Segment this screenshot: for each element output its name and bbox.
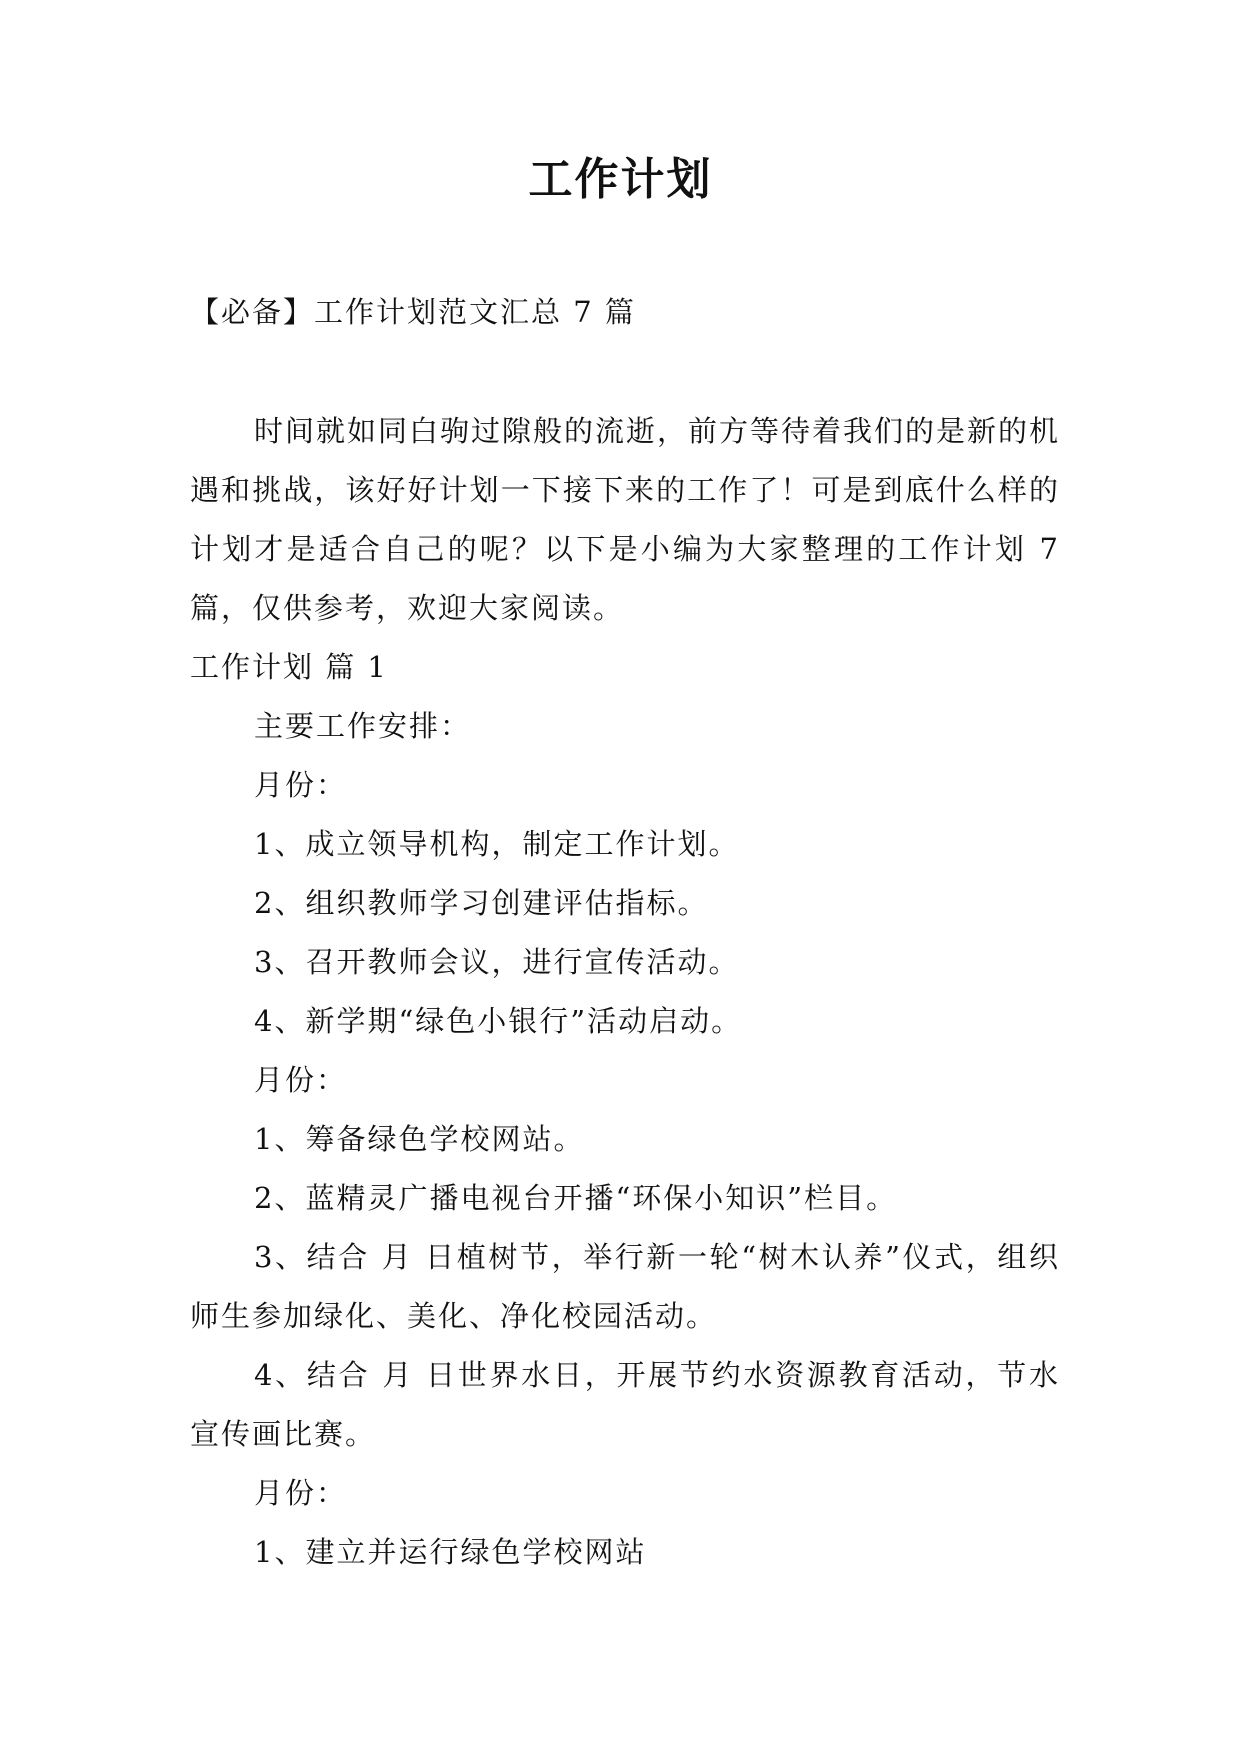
list-item: 3、结合 月 日植树节，举行新一轮“树木认养”仪式，组织师生参加绿化、美化、净化校园活动。: [190, 1240, 1060, 1333]
list-item: 1、建立并运行绿色学校网站: [254, 1535, 647, 1569]
intro-paragraph: 时间就如同白驹过隙般的流逝，前方等待着我们的是新的机遇和挑战，该好好计划一下接下来的工作了！可是到底什么样的计划才是适合自己的呢？以下是小编为大家整理的工作计划 7 篇，仅供参考，欢迎大家阅读。: [190, 414, 1061, 625]
document-body: [190, 402, 1060, 1582]
list-item: 2、组织教师学习创建评估指标。: [254, 886, 709, 920]
list-item: 3、召开教师会议，进行宣传活动。: [254, 945, 740, 979]
month-heading: 月份：: [254, 1476, 348, 1510]
list-item: 4、新学期“绿色小银行”活动启动。: [254, 1004, 743, 1038]
section-heading: 工作计划 篇 1: [190, 650, 388, 684]
list-item: 1、筹备绿色学校网站。: [254, 1122, 585, 1156]
list-item: 2、蓝精灵广播电视台开播“环保小知识”栏目。: [254, 1181, 898, 1215]
month-heading: 月份：: [254, 1063, 348, 1097]
month-heading: 月份：: [254, 768, 348, 802]
paragraph: 主要工作安排：: [254, 709, 472, 743]
document-title: 工作计划: [528, 154, 713, 205]
list-item: 4、结合 月 日世界水日，开展节约水资源教育活动，节水宣传画比赛。: [190, 1358, 1060, 1451]
list-item: 1、成立领导机构，制定工作计划。: [254, 827, 740, 861]
document-subtitle: 【必备】工作计划范文汇总 7 篇: [190, 295, 636, 329]
